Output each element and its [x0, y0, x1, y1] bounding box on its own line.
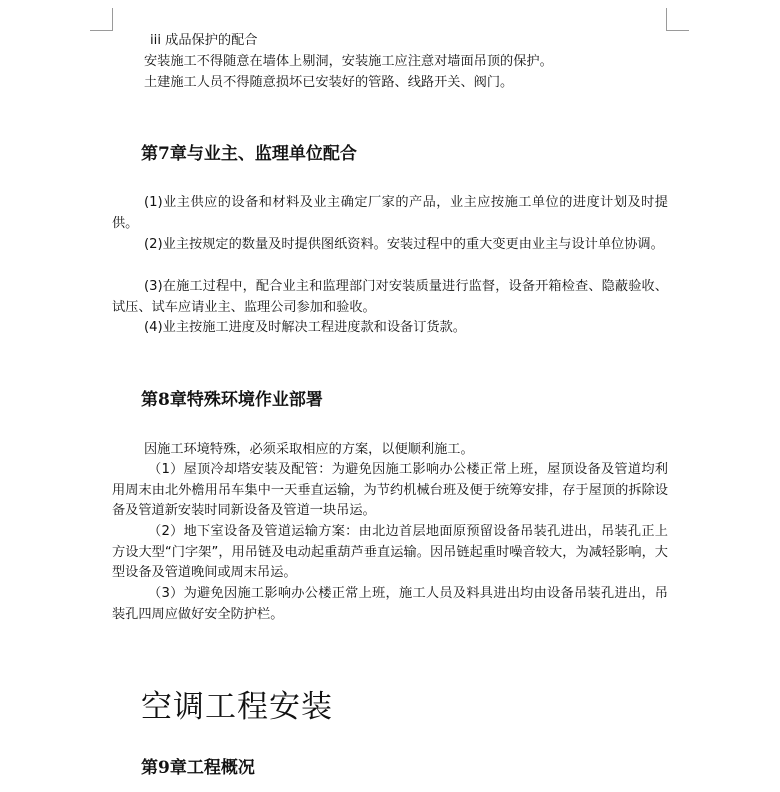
page-corner-mark-left [90, 8, 113, 31]
body-line: 土建施工人员不得随意损坏已安装好的管路、线路开关、阀门。 [144, 75, 514, 90]
paragraph: (2)业主按规定的数量及时提供图纸资料。安装过程中的重大变更由业主与设计单位协调。 [144, 237, 664, 252]
body-line: 因施工环境特殊，必须采取相应的方案，以便顺利施工。 [144, 442, 474, 457]
chapter-heading: 第8章特殊环境作业部署 [141, 390, 323, 410]
paragraph: (4)业主按施工进度及时解决工程进度款和设备订货款。 [144, 320, 466, 335]
chapter-heading: 第9章工程概况 [141, 758, 255, 778]
paragraph: （2）地下室设备及管道运输方案：由北边首层地面原预留设备吊装孔进出，吊装孔正上方设大型“门字架”，用吊链及电动起重葫芦垂直运输。因吊链起重时噪音较大，为减轻影响，大型设备及管道晚间或周末吊运。 [112, 524, 668, 580]
subsection-title: iii 成品保护的配合 [150, 33, 258, 48]
page-corner-mark-right [666, 8, 689, 31]
paragraph: (3)在施工过程中，配合业主和监理部门对安装质量进行监督，设备开箱检查、隐蔽验收、试压、试车应请业主、监理公司参加和验收。 [112, 279, 668, 315]
paragraph: （3）为避免因施工影响办公楼正常上班，施工人员及料具进出均由设备吊装孔进出，吊装孔四周应做好安全防护栏。 [112, 586, 668, 622]
paragraph: （1）屋顶冷却塔安装及配管：为避免因施工影响办公楼正常上班，屋顶设备及管道均利用周末由北外檐用吊车集中一天垂直运输，为节约机械台班及便于统筹安排，存于屋顶的拆除设备及管道新安装时同新设备及管道一块吊运。 [112, 462, 668, 518]
part-title: 空调工程安装 [141, 689, 333, 725]
paragraph: (1)业主供应的设备和材料及业主确定厂家的产品，业主应按施工单位的进度计划及时提供。 [112, 195, 668, 231]
body-line: 安装施工不得随意在墙体上剔洞，安装施工应注意对墙面吊顶的保护。 [144, 54, 553, 69]
chapter-heading: 第7章与业主、监理单位配合 [141, 144, 357, 164]
